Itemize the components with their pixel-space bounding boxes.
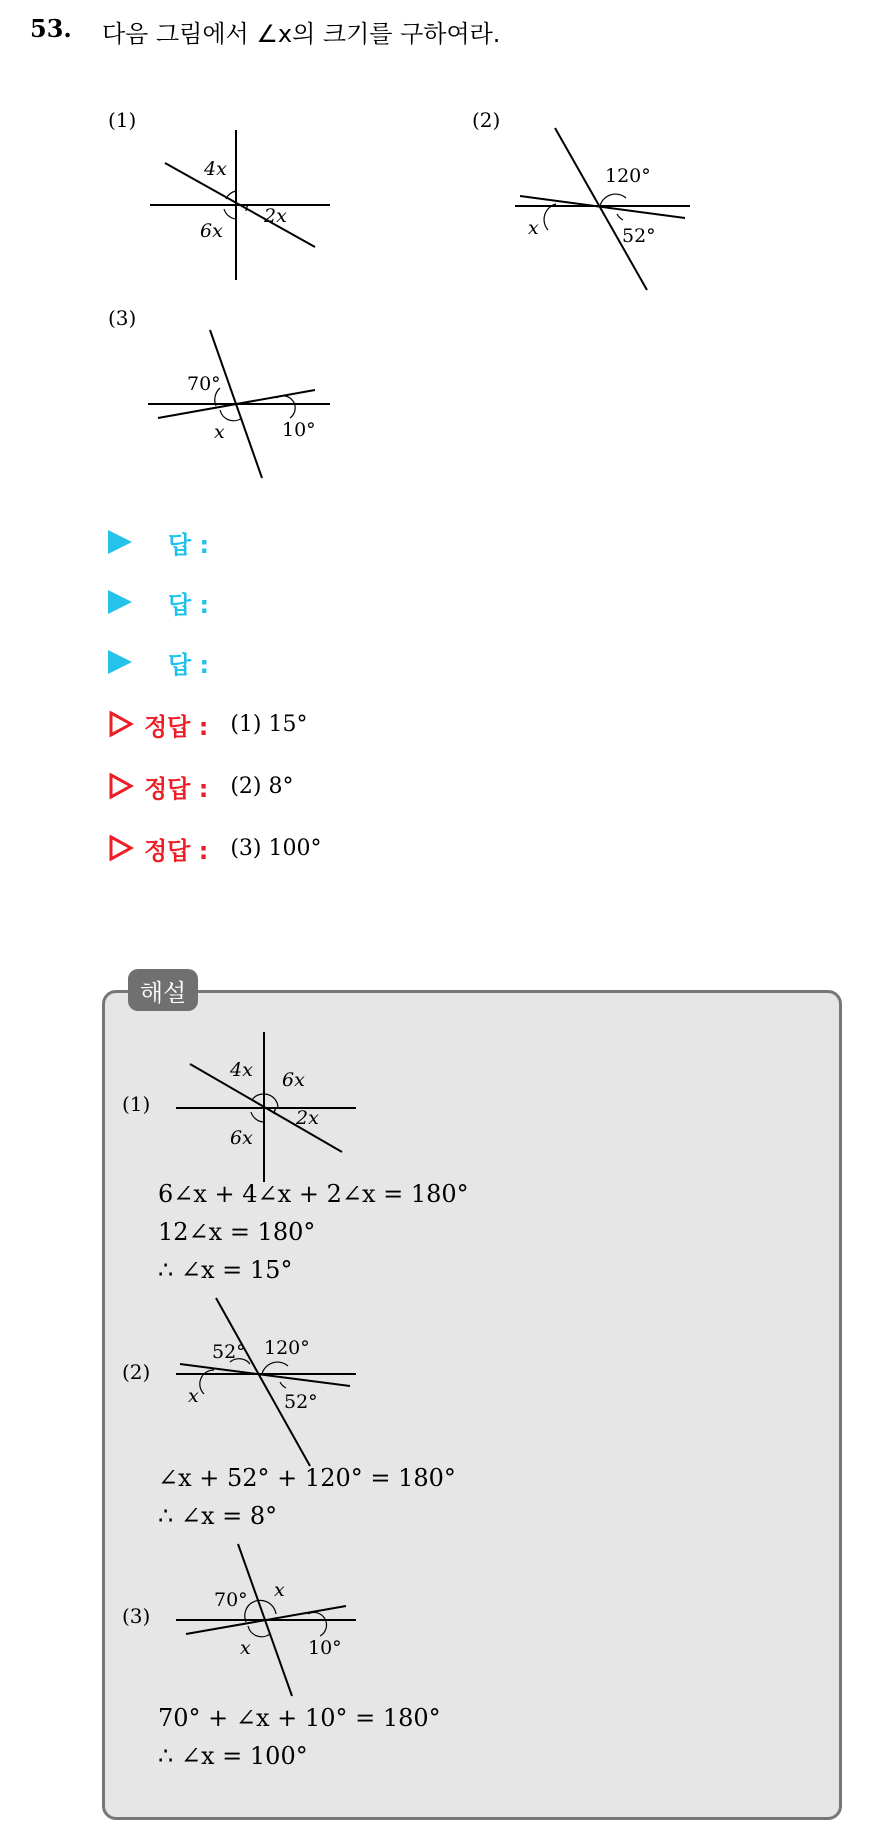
angle-label: 70° xyxy=(214,1589,248,1611)
correct-row-2 xyxy=(108,766,293,806)
answer-arrow-icon xyxy=(108,530,132,554)
angle-label: 2x xyxy=(264,205,287,227)
angle-label: 6x xyxy=(230,1127,253,1149)
angle-label: x xyxy=(240,1637,251,1659)
correct-arrow-icon xyxy=(108,711,134,737)
answer-label: 답 : xyxy=(168,590,210,619)
angle-label: x xyxy=(528,217,539,239)
answer-row-3[interactable] xyxy=(108,642,209,682)
angle-label: 120° xyxy=(264,1337,310,1359)
correct-value: (2) 8° xyxy=(230,773,294,799)
solution-3-label: (3) xyxy=(122,1604,151,1628)
angle-label: x xyxy=(274,1579,285,1601)
problem-2-figure xyxy=(500,120,710,295)
correct-value: (3) 100° xyxy=(230,835,322,861)
solution-3-line: 70° + ∠x + 10° = 180° xyxy=(158,1704,441,1732)
angle-label: 4x xyxy=(204,158,227,180)
solution-3-figure xyxy=(168,1540,368,1700)
angle-label: 52° xyxy=(622,225,656,247)
correct-arrow-icon xyxy=(108,773,134,799)
problem-1-figure xyxy=(140,125,340,285)
angle-label: x xyxy=(188,1385,199,1407)
solution-2-line: ∠x + 52° + 120° = 180° xyxy=(158,1464,456,1492)
angle-label: x xyxy=(214,421,225,443)
angle-label: 10° xyxy=(282,419,316,441)
answer-row-1[interactable] xyxy=(108,522,209,562)
solution-1-label: (1) xyxy=(122,1092,151,1116)
correct-row-3 xyxy=(108,828,321,868)
solution-1-line: 6∠x + 4∠x + 2∠x = 180° xyxy=(158,1180,469,1208)
correct-label: 정답 : xyxy=(144,712,209,741)
correct-arrow-icon xyxy=(108,835,134,861)
angle-label: 52° xyxy=(284,1391,318,1413)
correct-label: 정답 : xyxy=(144,836,209,865)
problem-1-label: (1) xyxy=(108,108,137,132)
angle-label: 120° xyxy=(605,165,651,187)
solution-3-line: ∴ ∠x = 100° xyxy=(158,1742,308,1770)
angle-label: 10° xyxy=(308,1637,342,1659)
solution-1-figure xyxy=(168,1030,368,1190)
problem-2-label: (2) xyxy=(472,108,501,132)
solution-tab: 해설 xyxy=(128,969,198,1011)
answer-arrow-icon xyxy=(108,590,132,614)
angle-label: 6x xyxy=(282,1069,305,1091)
question-text: 다음 그림에서 ∠x의 크기를 구하여라. xyxy=(102,20,501,48)
question-number: 53. xyxy=(30,14,72,43)
angle-label: 2x xyxy=(296,1107,319,1129)
solution-2-line: ∴ ∠x = 8° xyxy=(158,1502,278,1530)
answer-label: 답 : xyxy=(168,650,210,679)
angle-label: 70° xyxy=(187,373,221,395)
angle-label: 52° xyxy=(212,1341,246,1363)
solution-2-label: (2) xyxy=(122,1360,151,1384)
answer-arrow-icon xyxy=(108,650,132,674)
angle-label: 4x xyxy=(230,1059,253,1081)
correct-row-1 xyxy=(108,704,307,744)
problem-3-figure xyxy=(140,322,340,482)
correct-value: (1) 15° xyxy=(230,711,308,737)
correct-label: 정답 : xyxy=(144,774,209,803)
solution-1-line: 12∠x = 180° xyxy=(158,1218,316,1246)
answer-label: 답 : xyxy=(168,530,210,559)
problem-3-label: (3) xyxy=(108,306,137,330)
angle-label: 6x xyxy=(200,220,223,242)
solution-2-figure xyxy=(168,1296,368,1471)
solution-1-line: ∴ ∠x = 15° xyxy=(158,1256,293,1284)
answer-row-2[interactable] xyxy=(108,582,209,622)
